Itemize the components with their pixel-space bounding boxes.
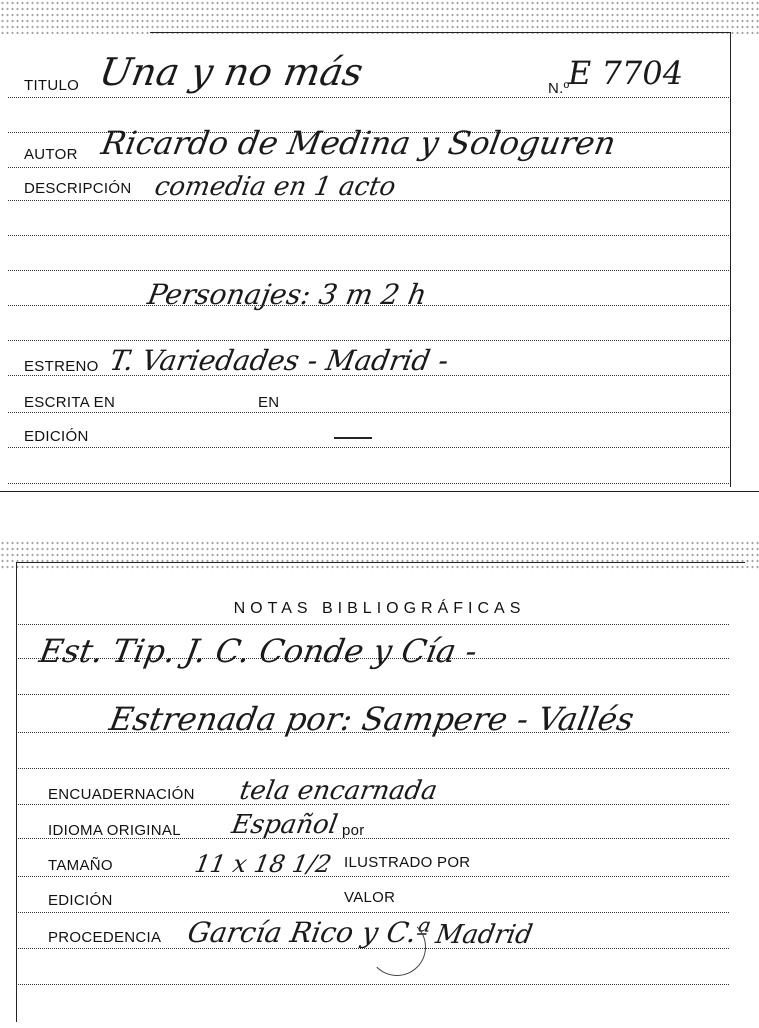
- edicion-label: EDICIÓN: [24, 428, 89, 445]
- numero-value: E 7704: [564, 54, 687, 92]
- torn-top-edge: [0, 540, 759, 570]
- escrita-en-label: ESCRITA EN: [24, 394, 116, 411]
- rule-line: [18, 984, 729, 985]
- tamano-value: 11 x 18 1/2: [192, 850, 334, 878]
- en-label: EN: [258, 394, 280, 411]
- card-frame-top: [150, 32, 731, 33]
- autor-value: Ricardo de Medina y Sologuren: [98, 124, 619, 162]
- encuadernacion-label: ENCUADERNACIÓN: [48, 786, 195, 803]
- rule-line: [18, 624, 729, 625]
- por-label: por: [342, 822, 365, 839]
- rule-line: [8, 447, 729, 448]
- rule-line: [18, 694, 729, 695]
- card-bottom-edge: [0, 491, 759, 492]
- rule-line: [18, 876, 729, 877]
- torn-top-edge: [0, 0, 759, 34]
- card-frame-left: [16, 562, 17, 1022]
- edicion-label: EDICIÓN: [48, 892, 113, 909]
- titulo-label: TITULO: [24, 77, 80, 94]
- idioma-original-label: IDIOMA ORIGINAL: [48, 822, 181, 839]
- procedencia-city: Madrid: [433, 920, 535, 950]
- card-frame-right: [730, 32, 731, 487]
- rule-line: [18, 768, 729, 769]
- procedencia-label: PROCEDENCIA: [48, 929, 162, 946]
- personajes-note: Personajes: 3 m 2 h: [145, 278, 430, 311]
- catalog-card-back: [0, 540, 759, 1028]
- rule-line: [8, 483, 729, 484]
- encuadernacion-value: tela encarnada: [237, 776, 440, 806]
- estreno-value: T. Variedades - Madrid -: [107, 344, 452, 377]
- descripcion-label: DESCRIPCIÓN: [24, 180, 132, 197]
- autor-label: AUTOR: [24, 146, 78, 163]
- descripcion-value: comedia en 1 acto: [152, 172, 399, 202]
- idioma-original-value: Español: [229, 810, 340, 840]
- note-estrenada: Estrenada por: Sampere - Vallés: [106, 700, 637, 738]
- rule-line: [8, 235, 729, 236]
- stamp-mark: [368, 918, 426, 976]
- card-frame-top: [16, 562, 745, 563]
- rule-line: [8, 167, 729, 168]
- rule-line: [8, 270, 729, 271]
- tamano-label: TAMAÑO: [48, 857, 113, 874]
- edition-dash-mark: [334, 437, 372, 439]
- catalog-card-front: [0, 0, 759, 493]
- note-printer: Est. Tip. J. C. Conde y Cía -: [36, 632, 481, 670]
- rule-line: [8, 97, 729, 98]
- estreno-label: ESTRENO: [24, 358, 99, 375]
- rule-line: [8, 340, 729, 341]
- ilustrado-por-label: ILUSTRADO POR: [344, 854, 471, 871]
- titulo-value: Una y no más: [96, 50, 367, 94]
- notas-heading: NOTAS BIBLIOGRÁFICAS: [233, 600, 526, 617]
- procedencia-value: García Rico y C.ª: [185, 916, 433, 949]
- numero-label: N.º: [548, 80, 570, 97]
- valor-label: VALOR: [344, 889, 396, 906]
- rule-line: [8, 412, 729, 413]
- rule-line: [18, 912, 729, 913]
